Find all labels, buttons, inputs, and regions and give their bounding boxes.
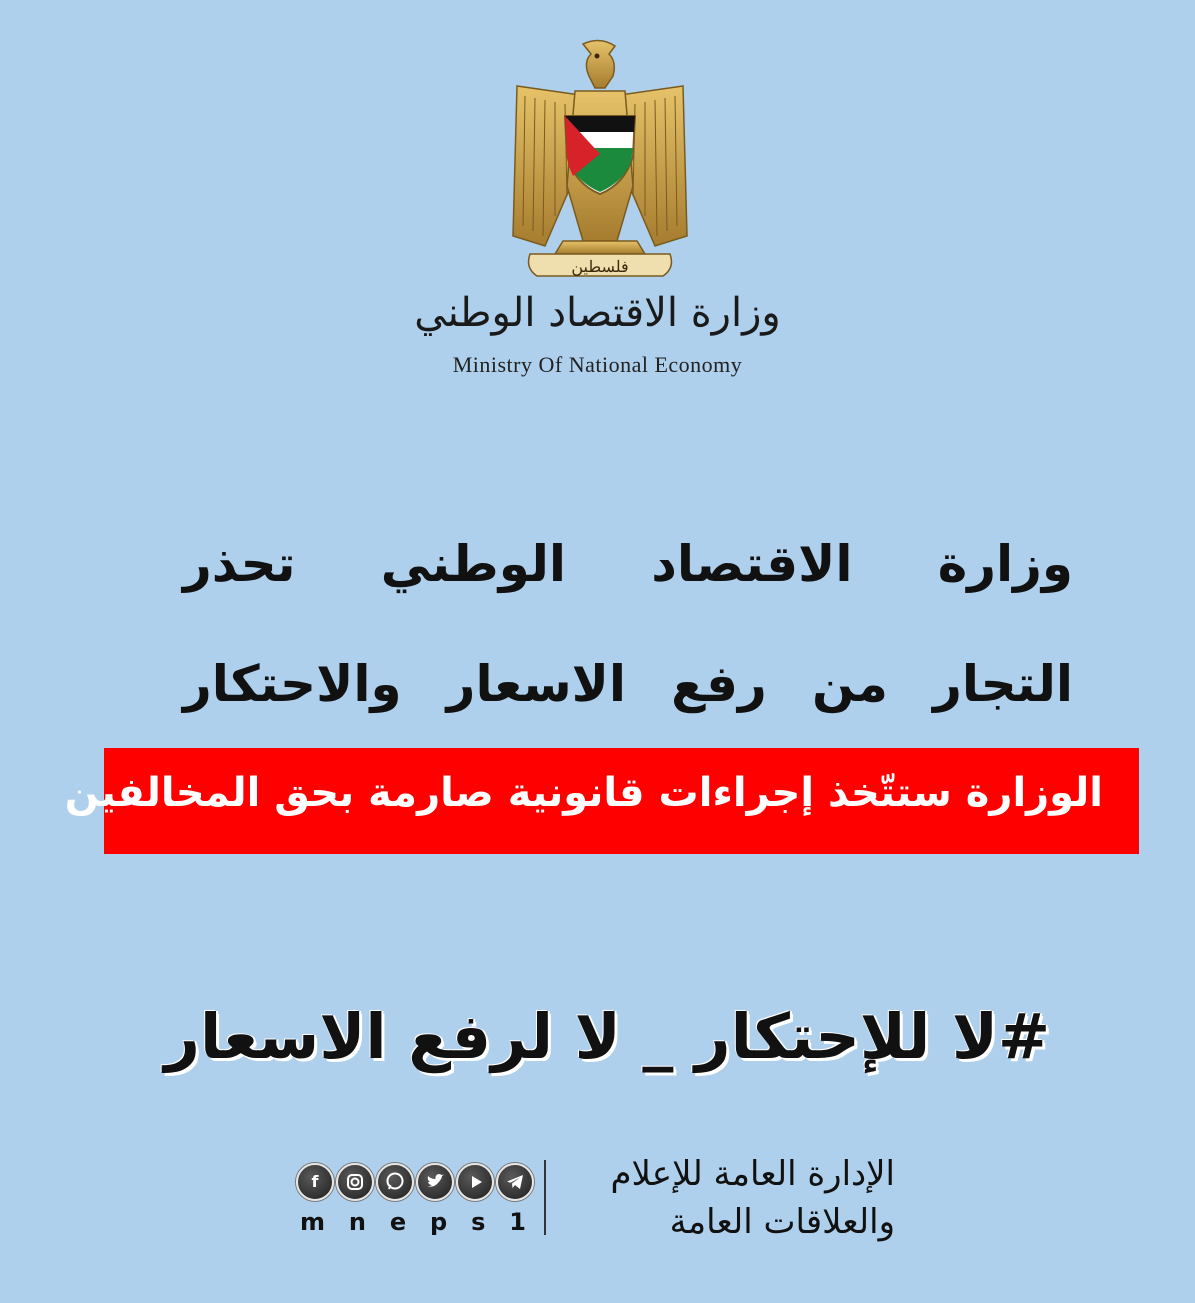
department-name bbox=[555, 1150, 895, 1246]
telegram-icon[interactable] bbox=[496, 1163, 534, 1201]
footer-divider bbox=[544, 1160, 546, 1235]
youtube-icon[interactable] bbox=[456, 1163, 494, 1201]
department-line-2: والعلاقات العامة bbox=[669, 1202, 895, 1242]
social-handle: m n e p s 1 bbox=[300, 1208, 528, 1236]
emblem-scroll-text: فلسطين bbox=[571, 257, 629, 276]
palestine-emblem-logo bbox=[505, 36, 695, 281]
department-line-1: الإدارة العامة للإعلام bbox=[610, 1154, 895, 1194]
twitter-icon[interactable] bbox=[416, 1163, 454, 1201]
headline-line-1: وزارة الاقتصاد الوطني تحذر bbox=[183, 535, 1073, 593]
headline-line-2: التجار من رفع الاسعار والاحتكار bbox=[183, 655, 1073, 713]
whatsapp-icon[interactable] bbox=[376, 1163, 414, 1201]
social-icons bbox=[296, 1163, 536, 1203]
instagram-icon[interactable] bbox=[336, 1163, 374, 1201]
ministry-english-name: Ministry Of National Economy bbox=[452, 352, 743, 377]
warning-banner bbox=[64, 748, 1139, 854]
warning-banner-text: الوزارة ستتّخذ إجراءات قانونية صارمة بحق المخالفين bbox=[64, 770, 1103, 816]
ministry-arabic-name: وزارة الاقتصاد الوطني bbox=[414, 290, 781, 336]
hashtag-slogan: #لا للإحتكار _ لا لرفع الاسعار bbox=[164, 1000, 1050, 1073]
facebook-icon[interactable]: f bbox=[296, 1163, 334, 1201]
